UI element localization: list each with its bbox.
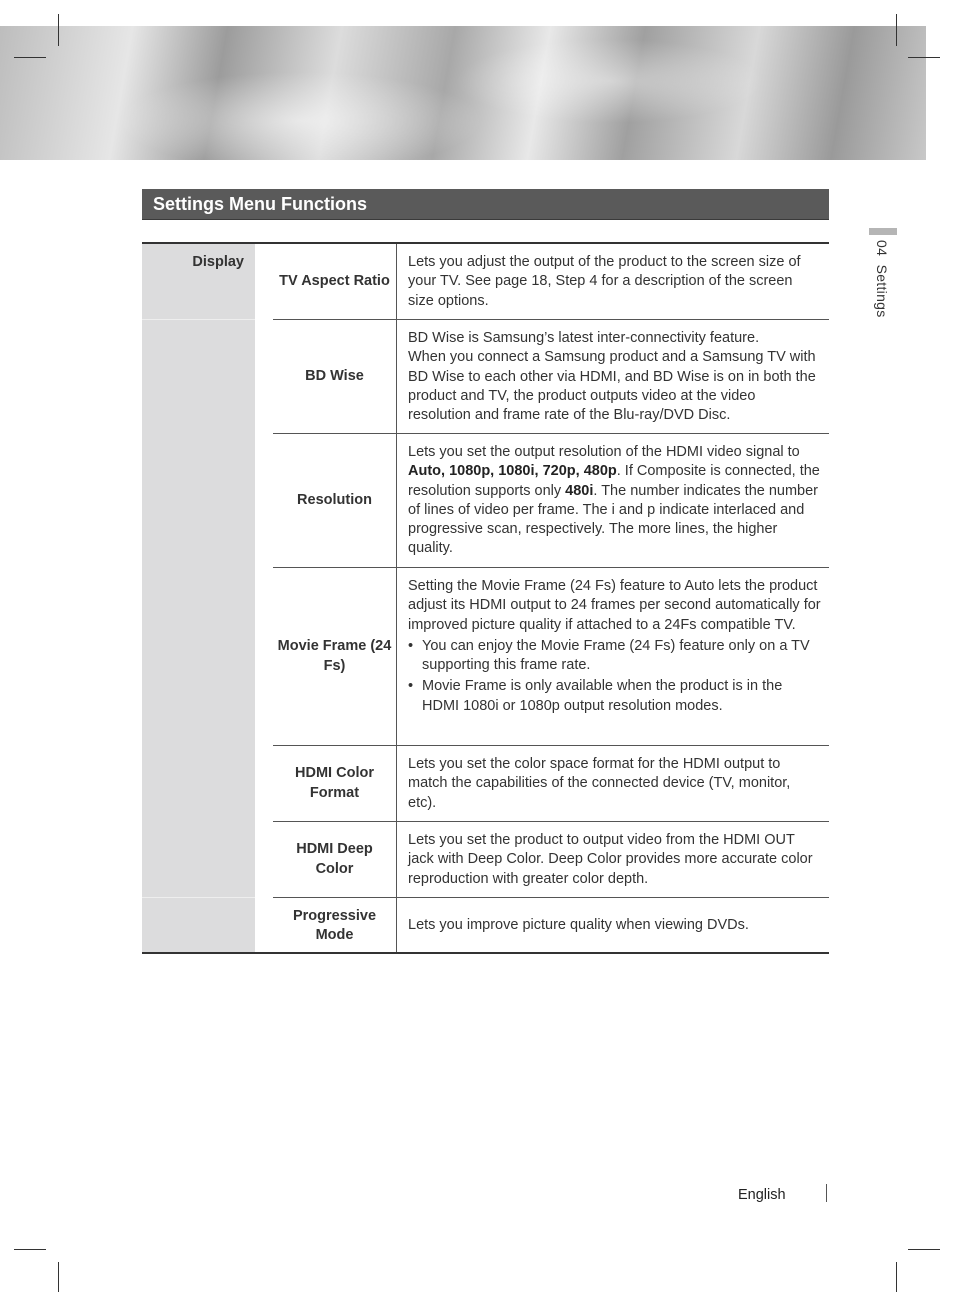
setting-description	[397, 320, 829, 433]
table-row	[273, 898, 829, 954]
category-label: Display	[192, 254, 244, 270]
description-segment: Lets you set the color space format for the HDMI output to match the capabilities of the connected device (TV, monitor, etc).	[408, 756, 791, 811]
footer-divider	[826, 1184, 827, 1202]
setting-name: Movie Frame (24 Fs)	[273, 568, 397, 745]
bullet-text: You can enjoy the Movie Frame (24 Fs) feature only on a TV supporting this frame rate.	[422, 637, 810, 674]
category-column	[142, 244, 255, 952]
category-separator	[142, 319, 255, 320]
description-text	[408, 329, 821, 425]
description-emphasis: 480i	[565, 482, 594, 499]
table-row	[273, 568, 829, 746]
table-bottom-rule	[142, 952, 829, 954]
crop-mark	[14, 1249, 46, 1250]
description-text	[408, 831, 821, 889]
bullet-icon: •	[408, 637, 414, 654]
description-segment: When you connect a Samsung product and a Samsung TV with BD Wise to each other via HDMI, and BD Wise is on in both the product and TV, the product outputs video at the video resolution and frame rate of the Blu-ray/DVD Disc.	[408, 349, 816, 424]
table-row	[273, 434, 829, 568]
setting-name: Progressive Mode	[273, 898, 397, 954]
description-bullet	[408, 637, 821, 676]
description-text	[408, 916, 749, 935]
setting-name: TV Aspect Ratio	[273, 244, 397, 319]
crop-mark	[58, 1262, 59, 1292]
chapter-number: 04	[874, 240, 890, 257]
setting-name: Resolution	[273, 434, 397, 567]
description-segment: Lets you set the product to output video from the HDMI OUT jack with Deep Color. Deep Color provides more accurate color reproduction with greater color depth.	[408, 832, 813, 887]
setting-name: HDMI Color Format	[273, 746, 397, 821]
setting-description	[397, 822, 829, 897]
setting-description	[397, 568, 829, 745]
category-separator	[142, 897, 255, 898]
crop-mark	[896, 14, 897, 46]
description-text	[408, 253, 821, 311]
description-segment: . The number indicates the number of lines of video per frame. The i and p indicate interlaced and progressive scan, respectively. The more lines, the higher quality.	[408, 482, 819, 557]
setting-name: BD Wise	[273, 320, 397, 433]
header-banner	[0, 26, 926, 160]
crop-mark	[58, 14, 59, 46]
table-row	[273, 822, 829, 898]
description-text	[408, 577, 821, 635]
bullet-icon: •	[408, 678, 414, 695]
description-text	[408, 755, 821, 813]
description-segment: BD Wise is Samsung’s latest inter-connectivity feature.	[408, 330, 760, 346]
chapter-tab-marker	[869, 228, 897, 235]
setting-description	[397, 434, 829, 567]
section-title: Settings Menu Functions	[142, 189, 829, 220]
description-segment: . If Composite is connected, the resolution supports only	[408, 463, 820, 499]
chapter-title: Settings	[874, 264, 890, 318]
description-segment: Lets you improve picture quality when viewing DVDs.	[408, 917, 749, 934]
setting-description	[397, 244, 829, 319]
setting-description	[397, 746, 829, 821]
description-emphasis: Auto, 1080p, 1080i, 720p, 480p	[408, 463, 617, 480]
table-row	[273, 746, 829, 822]
crop-mark	[896, 1262, 897, 1292]
description-text	[408, 443, 821, 559]
crop-mark	[908, 1249, 940, 1250]
crop-mark	[908, 57, 940, 58]
table-row	[273, 320, 829, 434]
setting-name: HDMI Deep Color	[273, 822, 397, 897]
description-segment: Lets you adjust the output of the product to the screen size of your TV. See page 18, Step 4 for a description of the screen size options.	[408, 254, 801, 309]
bullet-text: Movie Frame is only available when the product is in the HDMI 1080i or 1080p output resolution modes.	[422, 678, 783, 714]
description-segment: Setting the Movie Frame (24 Fs) feature to Auto lets the product adjust its HDMI output to 24 frames per second automatically for improved picture quality if attached to a 24Fs compatible TV.	[408, 578, 821, 633]
chapter-side-label	[874, 240, 890, 318]
setting-description	[397, 898, 829, 954]
description-segment: Lets you set the output resolution of the HDMI video signal to	[408, 444, 800, 460]
description-bullet	[408, 677, 821, 716]
crop-mark	[14, 57, 46, 58]
table-row	[273, 244, 829, 320]
footer-language: English	[738, 1187, 786, 1203]
